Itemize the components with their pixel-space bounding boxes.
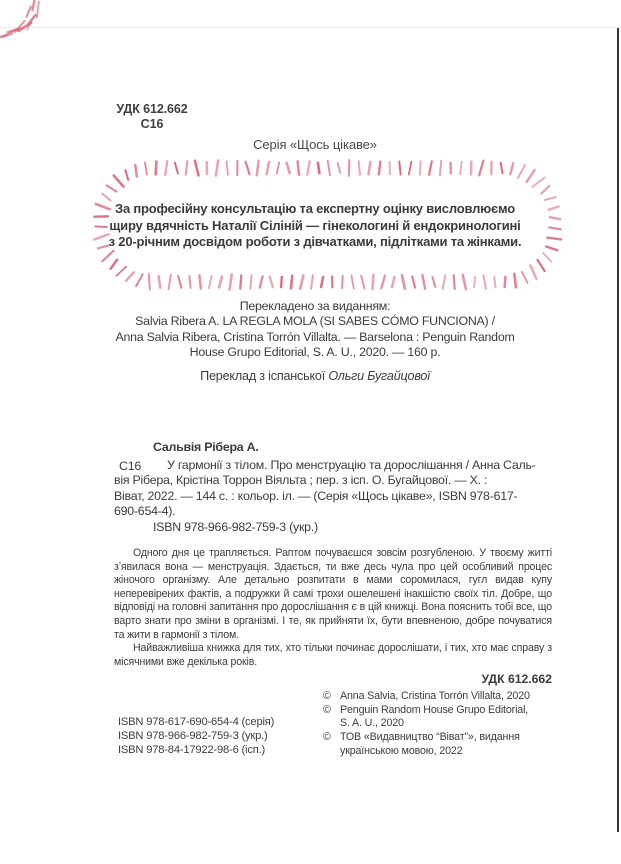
udc-bottom: УДК 612.662: [481, 672, 552, 687]
annotation-paragraph: Одного дня це трапляється. Раптом почуваєшся зовсім розгубленою. У твоєму житті зʼявилася вона — менструація. Здається, ти вже десь чула про цей особливий процес жіночого організму. Але детально розпитати в мами соромилася, гугл видав купу неперевірених фактів, а подружки й самі трохи ошелешені інакшістю своїх тіл. Добре, що відповіді на головні запитання про дорослішання є в цій книжці. Вона пояснить тобі все, що варто знати про зміни в організмі. І те, як прийняти їх, бути впевненою, добре почуватися та жити в гармонії з тілом.: [114, 547, 552, 641]
copyright-line: українською мовою, 2022: [340, 744, 463, 757]
corner-dashes-decoration: [0, 0, 66, 60]
copyright-symbol: ©: [323, 703, 331, 716]
cip-description-line: У гармонії з тілом. Про менструацію та дорослішання / Анна Саль-: [167, 457, 536, 472]
cip-description-line: Віват, 2022. — 144 с. : кольор. іл. — (Серія «Щось цікаве», ISBN 978-617-: [114, 488, 518, 503]
copyright-symbol: ©: [323, 690, 331, 702]
translator-name: Ольги Бугайцової: [328, 369, 430, 383]
source-edition-line: Anna Salvia Ribera, Cristina Torrón Villalta. — Barselona : Penguin Random: [115, 329, 515, 344]
isbn-item: ISBN 978-617-690-654-4 (серія): [118, 716, 275, 728]
source-edition-line: House Grupo Editorial, S. A. U., 2020. — 160 p.: [189, 345, 441, 360]
acknowledgement-line: щиру вдячність Наталії Сіліній — гінекологині й ендокринологині: [109, 217, 521, 233]
copyright-item: [323, 690, 613, 704]
cip-description-line: вія Рібера, Крістіна Торрон Віяльта ; пер. з ісп. О. Бугайцової. — Х. :: [114, 473, 488, 488]
isbn-item: ISBN 978-84-17922-98-6 (ісп.): [118, 744, 266, 757]
cataloging-in-publication-block: [114, 440, 556, 536]
copyright-line: S. A. U., 2020: [340, 717, 404, 730]
copyright-line: ТОВ «Видавництво “Віват”», видання: [340, 731, 520, 744]
copyright-item: [323, 731, 613, 758]
copyright-symbol: ©: [323, 731, 331, 744]
copyright-line: Anna Salvia, Cristina Torrón Villalta, 2020: [340, 690, 530, 702]
source-edition-heading: Перекладено за виданням:: [239, 299, 391, 313]
isbn-item: ISBN 978-966-982-759-3 (укр.): [118, 730, 268, 743]
cip-author: Сальвія Рібера А.: [153, 440, 259, 454]
cip-isbn: ISBN 978-966-982-759-3 (укр.): [153, 519, 318, 534]
scan-top-edge: [0, 27, 621, 28]
acknowledgement-line: з 20-річним досвідом роботи з дівчатками, підлітками та жінками.: [108, 234, 522, 249]
translation-credit: [95, 369, 535, 383]
cip-description-line: 690-654-4).: [114, 504, 176, 519]
isbn-list: [118, 715, 274, 758]
acknowledgement-text: [95, 201, 535, 251]
annotation-block: [114, 547, 552, 687]
cip-index: С16: [119, 459, 141, 473]
copyright-line: Penguin Random House Grupo Editorial,: [340, 703, 529, 716]
copyright-list: [323, 690, 613, 759]
source-edition-line: Salvia Ribera A. LA REGLA MOLA (SI SABES CÓMO FUNCIONA) /: [135, 314, 495, 329]
copyright-item: [323, 704, 613, 731]
series-title: Серія «Щось цікаве»: [253, 137, 377, 152]
annotation-paragraph: Найважливіша книжка для тих, хто тільки починає дорослішати, і тих, хто має справу з місячними вже декілька років.: [114, 642, 552, 668]
udc-classification-block: [112, 102, 192, 132]
translation-credit-prefix: Переклад з іспанської: [200, 369, 329, 383]
acknowledgement-line: За професійну консультацію та експертну оцінку висловлюємо: [115, 201, 515, 216]
source-edition-block: [95, 299, 535, 361]
author-index: С16: [140, 117, 164, 131]
udc-number: УДК 612.662: [116, 102, 188, 116]
